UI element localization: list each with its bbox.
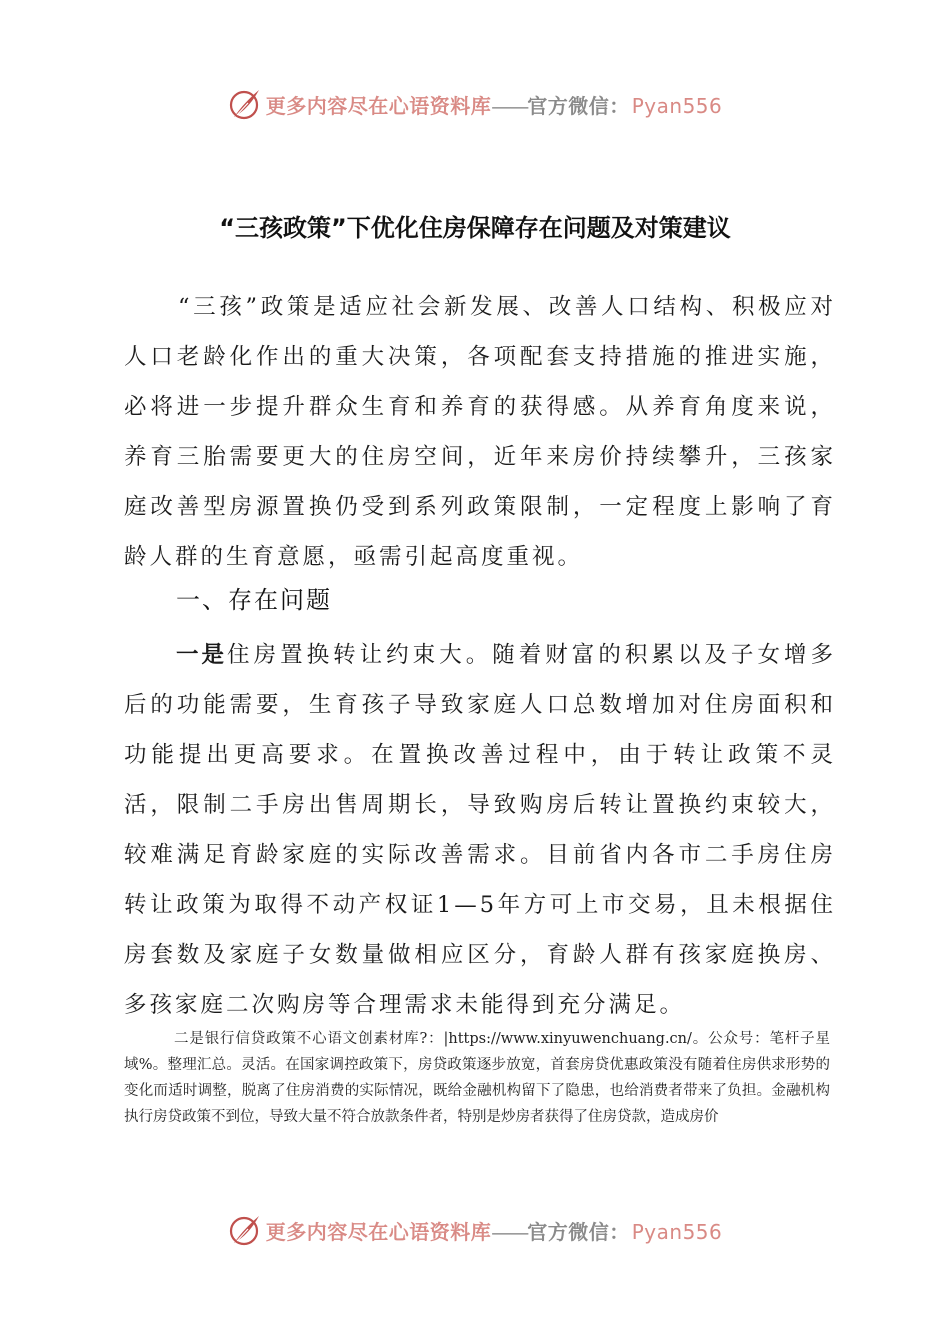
section-heading-problems: 一、存在问题: [176, 586, 332, 614]
banner-dash: ——: [491, 1219, 528, 1244]
problem-one-paragraph: [124, 630, 836, 1030]
banner-wechat-label: 官方微信：: [527, 1219, 630, 1244]
problem-two-paragraph: 二是银行信贷政策不心语文创素材库?：|https://www.xinyuwenchuang.cn/。公众号：笔杆子星域%。整理汇总。灵活。在国家调控政策下，房贷政策逐步放宽，首套房贷优惠政策没有随着住房供求形势的变化而适时调整，脱离了住房消费的实际情况，既给金融机构留下了隐患，也给消费者带来了负担。金融机构执行房贷政策不到位，导致大量不符合放款条件者，特别是炒房者获得了住房贷款，造成房价: [124, 1031, 830, 1125]
banner-text: 更多内容尽在心语资料库: [265, 93, 492, 118]
banner-wechat-id: Pyan556: [631, 93, 723, 118]
problem-one-text: 住房置换转让约束大。随着财富的积累以及子女增多后的功能需要，生育孩子导致家庭人口总数增加对住房面积和功能提出更高要求。在置换改善过程中，由于转让政策不灵活，限制二手房出售周期长，导致购房后转让置换约束较大，较难满足育龄家庭的实际改善需求。目前省内各市二手房住房转让政策为取得不动产权证1—5年方可上市交易，且未根据住房套数及家庭子女数量做相应区分，育龄人群有孩家庭换房、多孩家庭二次购房等合理需求未能得到充分满足。: [124, 642, 836, 1018]
banner-wechat-label: 官方微信：: [527, 93, 630, 118]
footer-banner: [0, 1210, 950, 1250]
banner-dash: ——: [491, 93, 528, 118]
quill-pen-logo-icon: [228, 87, 262, 121]
header-banner: [0, 84, 950, 124]
problem-one-lead: 一是: [176, 642, 228, 668]
quill-pen-logo-icon: [228, 1213, 262, 1247]
banner-wechat-id: Pyan556: [631, 1219, 723, 1244]
document-title: “三孩政策”下优化住房保障存在问题及对策建议: [219, 214, 731, 242]
intro-paragraph: “三孩”政策是适应社会新发展、改善人口结构、积极应对人口老龄化作出的重大决策，各项配套支持措施的推进实施，必将进一步提升群众生育和养育的获得感。从养育角度来说，养育三胎需要更大的住房空间，近年来房价持续攀升，三孩家庭改善型房源置换仍受到系列政策限制，一定程度上影响了育龄人群的生育意愿，亟需引起高度重视。: [124, 294, 836, 570]
banner-text: 更多内容尽在心语资料库: [265, 1219, 492, 1244]
